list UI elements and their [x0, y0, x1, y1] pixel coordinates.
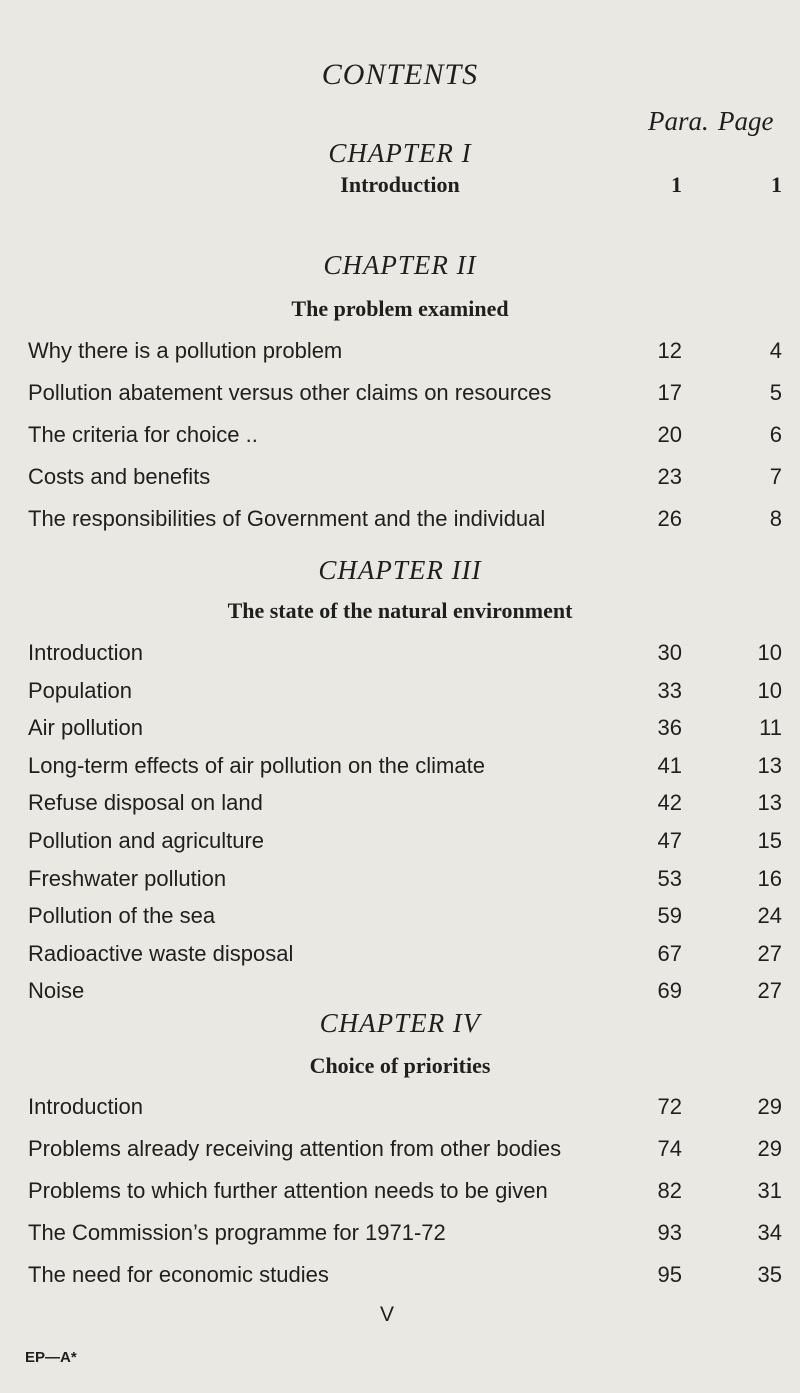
entry-page: 8	[769, 506, 782, 531]
entry-para: 67	[657, 940, 682, 966]
entry-page: 27	[757, 978, 782, 1004]
entry-para: 95	[657, 1262, 682, 1287]
toc-entry	[0, 1220, 800, 1254]
entry-title: Air pollution	[28, 715, 143, 741]
entry-title: Introduction	[28, 640, 143, 665]
entry-title: Costs and benefits	[28, 464, 211, 489]
entry-title: Noise	[28, 978, 85, 1004]
entry-page: 11	[759, 715, 782, 741]
entry-para: 74	[657, 1136, 682, 1161]
toc-entry	[0, 506, 800, 540]
entry-para: 41	[657, 752, 682, 778]
entry-title: The need for economic studies	[28, 1262, 329, 1287]
toc-entry	[0, 422, 800, 456]
toc-entry	[0, 380, 800, 414]
toc-entry	[0, 903, 800, 937]
entry-page: 13	[757, 790, 782, 816]
toc-entry	[0, 1136, 800, 1170]
toc-entry	[0, 753, 800, 787]
entry-title: The criteria for choice ..	[28, 422, 258, 447]
entry-para: 33	[657, 677, 682, 703]
entry-page: 7	[769, 464, 782, 489]
entry-page: 15	[757, 828, 782, 853]
entry-page: 10	[757, 640, 782, 665]
toc-entry	[0, 715, 800, 749]
entry-page: 10	[757, 677, 782, 703]
entry-para: 72	[657, 1094, 682, 1119]
entry-page: 31	[757, 1178, 782, 1203]
entry-page: 5	[769, 380, 782, 405]
entry-title: Why there is a pollution problem	[28, 338, 343, 363]
entry-page: 29	[757, 1094, 782, 1119]
entry-title: Population	[28, 677, 132, 703]
chapter-2-subtitle: The problem examined	[291, 296, 509, 321]
entry-title: Freshwater pollution	[28, 865, 227, 891]
entry-title: Long-term effects of air pollution on the climate	[28, 752, 485, 778]
chapter-4-subtitle: Choice of priorities	[309, 1053, 491, 1078]
entry-para: 26	[657, 506, 682, 531]
entry-para: 82	[657, 1178, 682, 1203]
chapter-1-heading: CHAPTER I	[328, 138, 472, 168]
entry-title: Problems to which further attention needs to be given	[28, 1178, 548, 1203]
entry-page: 6	[769, 422, 782, 447]
entry-para: 1	[671, 172, 682, 197]
entry-title: Radioactive waste disposal	[28, 940, 294, 966]
entry-para: 53	[657, 865, 682, 891]
toc-entry	[0, 678, 800, 712]
entry-page: 1	[771, 172, 782, 197]
entry-page: 13	[757, 752, 782, 778]
entry-para: 69	[657, 978, 682, 1004]
entry-title: The responsibilities of Government and the individual	[28, 506, 546, 531]
entry-para: 20	[657, 422, 682, 447]
entry-para: 93	[657, 1220, 682, 1245]
entry-page: 29	[757, 1136, 782, 1161]
chapter-3-subtitle: The state of the natural environment	[227, 598, 573, 623]
entry-title: Refuse disposal on land	[28, 790, 263, 816]
para-column-header: Para.	[648, 106, 709, 136]
entry-para: 30	[657, 640, 682, 665]
toc-entry	[0, 1178, 800, 1212]
chapter-3-heading: CHAPTER III	[318, 555, 482, 585]
page-title: CONTENTS	[321, 58, 479, 91]
entry-page: 34	[757, 1220, 782, 1245]
entry-title: Pollution and agriculture	[28, 828, 265, 853]
toc-entry	[0, 790, 800, 824]
toc-entry	[0, 338, 800, 372]
toc-entry	[0, 866, 800, 900]
toc-entry	[0, 828, 800, 862]
entry-title: Problems already receiving attention from other bodies	[28, 1136, 562, 1161]
entry-para: 59	[657, 903, 682, 929]
entry-title: Pollution abatement versus other claims on resources	[28, 380, 552, 405]
chapter-2-heading: CHAPTER II	[323, 250, 477, 280]
toc-entry	[0, 464, 800, 498]
entry-para: 42	[657, 790, 682, 816]
page-column-header: Page	[718, 106, 774, 136]
entry-para: 47	[657, 828, 682, 853]
entry-page: 35	[757, 1262, 782, 1287]
toc-entry	[0, 1094, 800, 1128]
entry-title: The Commission’s programme for 1971-72	[28, 1220, 446, 1245]
toc-entry	[0, 941, 800, 975]
entry-page: 4	[769, 338, 782, 363]
entry-title: Pollution of the sea	[28, 903, 216, 929]
toc-entry	[0, 1262, 800, 1296]
entry-para: 17	[657, 380, 682, 405]
entry-para: 36	[657, 715, 682, 741]
entry-title: Introduction	[28, 1094, 143, 1119]
entry-page: 16	[757, 865, 782, 891]
signature-mark: EP—A*	[25, 1349, 77, 1366]
chapter-4-heading: CHAPTER IV	[319, 1008, 481, 1038]
entry-page: 24	[757, 903, 782, 929]
page-numeral: V	[380, 1303, 395, 1326]
chapter-1-subtitle: Introduction	[340, 172, 460, 197]
toc-entry	[0, 640, 800, 674]
entry-para: 23	[657, 464, 682, 489]
entry-para: 12	[657, 338, 682, 363]
entry-page: 27	[757, 940, 782, 966]
chapter-1-entry	[0, 172, 800, 206]
